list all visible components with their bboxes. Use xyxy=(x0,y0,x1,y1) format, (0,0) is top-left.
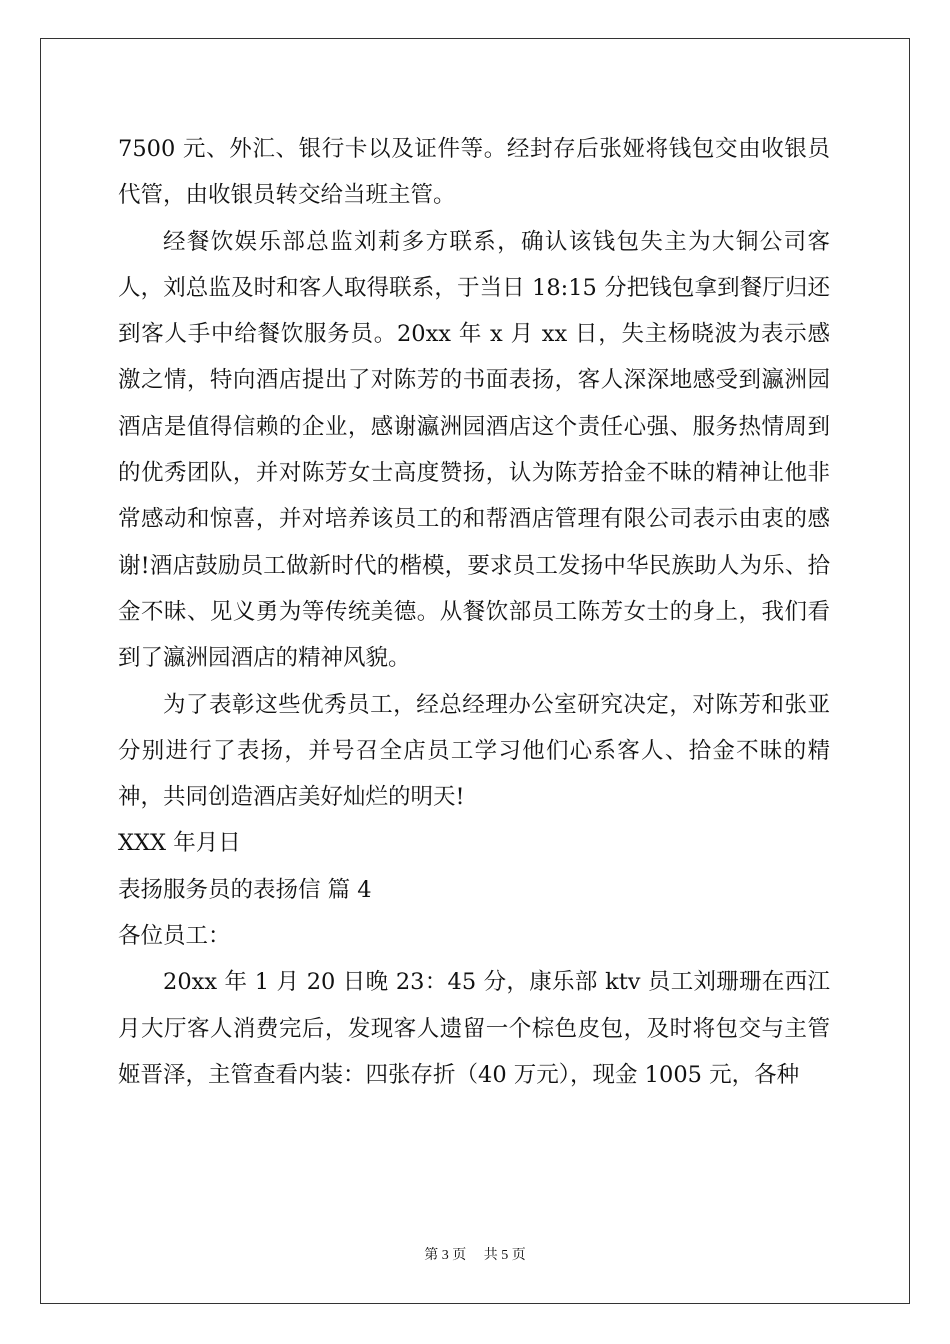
page-total: 共 5 页 xyxy=(483,1248,526,1263)
paragraph-3: 为了表彰这些优秀员工，经总经理办公室研究决定，对陈芳和张亚分别进行了表扬，并号召全店员工学习他们心系客人、拾金不昧的精神，共同创造酒店美好灿烂的明天! xyxy=(118,691,830,811)
page-number: 第 3 页 xyxy=(424,1248,467,1263)
signature-date: XXX 年月日 xyxy=(118,830,241,857)
section-heading: 表扬服务员的表扬信 篇 4 xyxy=(118,876,372,903)
page-footer xyxy=(0,1244,950,1264)
paragraph-1: 7500 元、外汇、银行卡以及证件等。经封存后张娅将钱包交由收银员代管，由收银员转交给当班主管。 xyxy=(118,136,830,209)
paragraph-2: 经餐饮娱乐部总监刘莉多方联系，确认该钱包失主为大铜公司客人，刘总监及时和客人取得联系，于当日 18:15 分把钱包拿到餐厅归还到客人手中给餐饮服务员。20xx 年 x 月 xx 日，失主杨晓波为表示感激之情，特向酒店提出了对陈芳的书面表扬，客人深深地感受到瀛洲园酒店是值得信赖的企业，感谢瀛洲园酒店这个责任心强、服务热情周到的优秀团队，并对陈芳女士高度赞扬，认为陈芳拾金不昧的精神让他非常感动和惊喜，并对培养该员工的和帮酒店管理有限公司表示由衷的感谢!酒店鼓励员工做新时代的楷模，要求员工发扬中华民族助人为乐、拾金不昧、见义勇为等传统美德。从餐饮部员工陈芳女士的身上，我们看到了瀛洲园酒店的精神风貌。 xyxy=(118,228,830,672)
document-body xyxy=(118,126,830,1098)
salutation: 各位员工： xyxy=(118,923,231,950)
paragraph-4: 20xx 年 1 月 20 日晚 23：45 分，康乐部 ktv 员工刘珊珊在西江月大厅客人消费完后，发现客人遗留一个棕色皮包，及时将包交与主管姬晋泽，主管查看内装：四张存折（40 万元），现金 1005 元，各种 xyxy=(118,969,830,1088)
